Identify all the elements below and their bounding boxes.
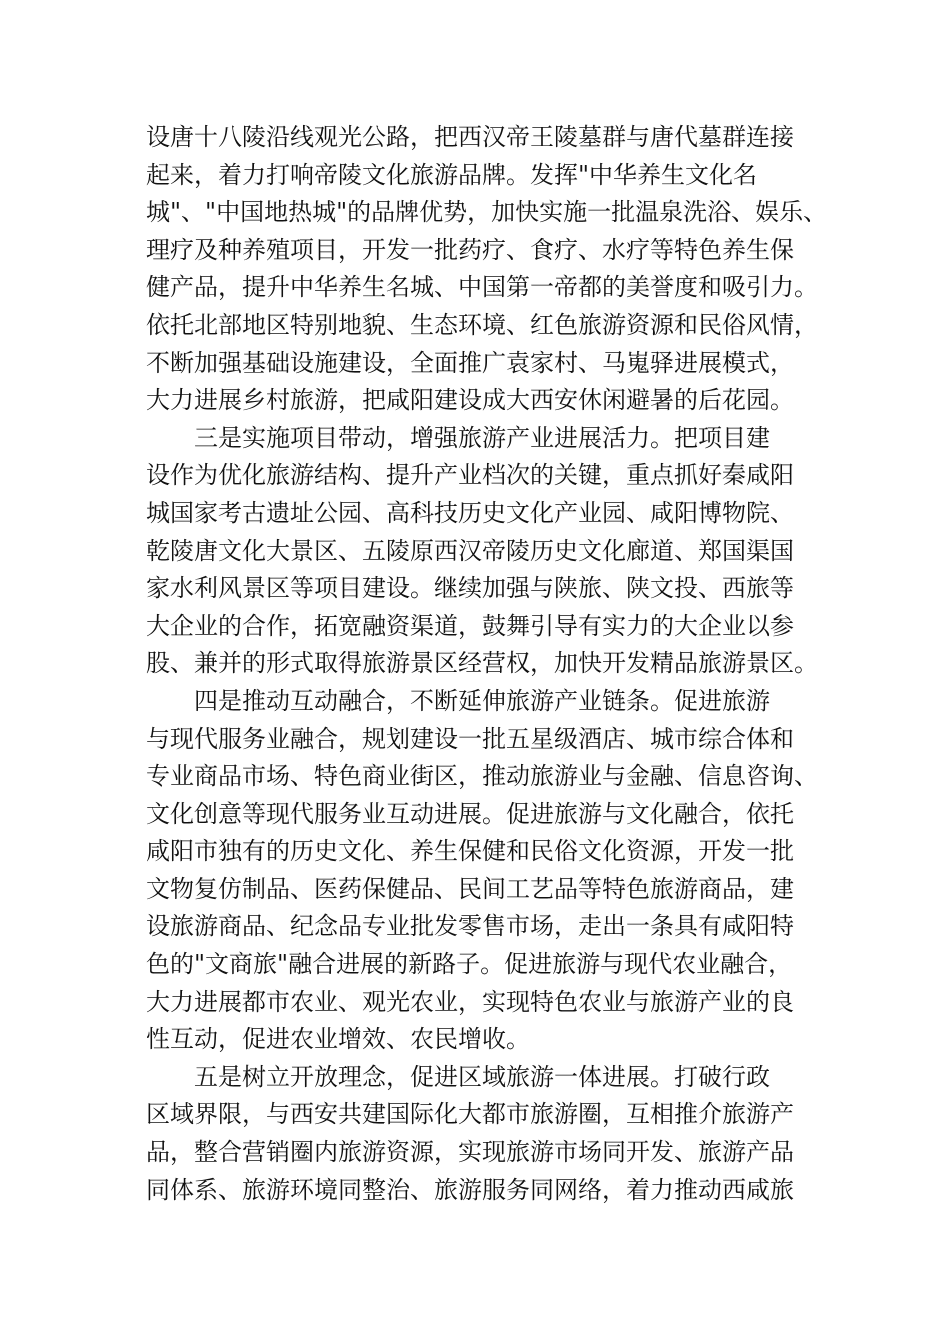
text-line: 大企业的合作，拓宽融资渠道，鼓舞引导有实力的大企业以参 xyxy=(146,611,794,640)
text-line: 依托北部地区特别地貌、生态环境、红色旅游资源和民俗风情， xyxy=(146,310,818,339)
text-line: 城"、"中国地热城"的品牌优势，加快实施一批温泉洗浴、娱乐、 xyxy=(146,198,828,227)
text-line: 不断加强基础设施建设，全面推广袁家村、马嵬驿进展模式， xyxy=(146,348,794,377)
text-line: 大力进展都市农业、观光农业，实现特色农业与旅游产业的良 xyxy=(146,987,794,1016)
text-line: 设旅游商品、纪念品专业批发零售市场，走出一条具有咸阳特 xyxy=(146,912,794,941)
text-line: 同体系、旅游环境同整治、旅游服务同网络，着力推动西咸旅 xyxy=(146,1175,794,1204)
text-line: 城国家考古遗址公园、高科技历史文化产业园、咸阳博物院、 xyxy=(146,498,794,527)
text-line: 健产品，提升中华养生名城、中国第一帝都的美誉度和吸引力。 xyxy=(146,273,818,302)
text-line: 与现代服务业融合，规划建设一批五星级酒店、城市综合体和 xyxy=(146,724,794,753)
text-line: 专业商品市场、特色商业街区，推动旅游业与金融、信息咨询、 xyxy=(146,762,818,791)
text-line: 起来，着力打响帝陵文化旅游品牌。发挥"中华养生文化名 xyxy=(146,160,758,189)
text-line: 咸阳市独有的历史文化、养生保健和民俗文化资源，开发一批 xyxy=(146,837,794,866)
text-line: 理疗及种养殖项目，开发一批药疗、食疗、水疗等特色养生保 xyxy=(146,235,794,264)
text-line: 品，整合营销圈内旅游资源，实现旅游市场同开发、旅游产品 xyxy=(146,1138,794,1167)
text-line: 股、兼并的形式取得旅游景区经营权，加快开发精品旅游景区。 xyxy=(146,649,818,678)
text-line: 区域界限，与西安共建国际化大都市旅游圈，互相推介旅游产 xyxy=(146,1100,794,1129)
text-line: 性互动，促进农业增效、农民增收。 xyxy=(146,1025,530,1054)
text-line: 设作为优化旅游结构、提升产业档次的关键，重点抓好秦咸阳 xyxy=(146,461,794,490)
text-line: 文化创意等现代服务业互动进展。促进旅游与文化融合，依托 xyxy=(146,799,794,828)
text-line: 大力进展乡村旅游，把咸阳建设成大西安休闲避暑的后花园。 xyxy=(146,386,794,415)
text-line: 色的"文商旅"融合进展的新路子。促进旅游与现代农业融合， xyxy=(146,950,793,979)
document-body xyxy=(146,119,826,1209)
text-line: 设唐十八陵沿线观光公路，把西汉帝王陵墓群与唐代墓群连接 xyxy=(146,123,794,151)
paragraph-first-line: 四是推动互动融合，不断延伸旅游产业链条。促进旅游 xyxy=(194,686,770,715)
text-line: 家水利风景区等项目建设。继续加强与陕旅、陕文投、西旅等 xyxy=(146,574,794,603)
paragraph-first-line: 五是树立开放理念，促进区域旅游一体进展。打破行政 xyxy=(194,1062,770,1091)
paragraph-first-line: 三是实施项目带动，增强旅游产业进展活力。把项目建 xyxy=(194,423,770,452)
text-line: 文物复仿制品、医药保健品、民间工艺品等特色旅游商品，建 xyxy=(146,874,794,903)
text-line: 乾陵唐文化大景区、五陵原西汉帝陵历史文化廊道、郑国渠国 xyxy=(146,536,794,565)
